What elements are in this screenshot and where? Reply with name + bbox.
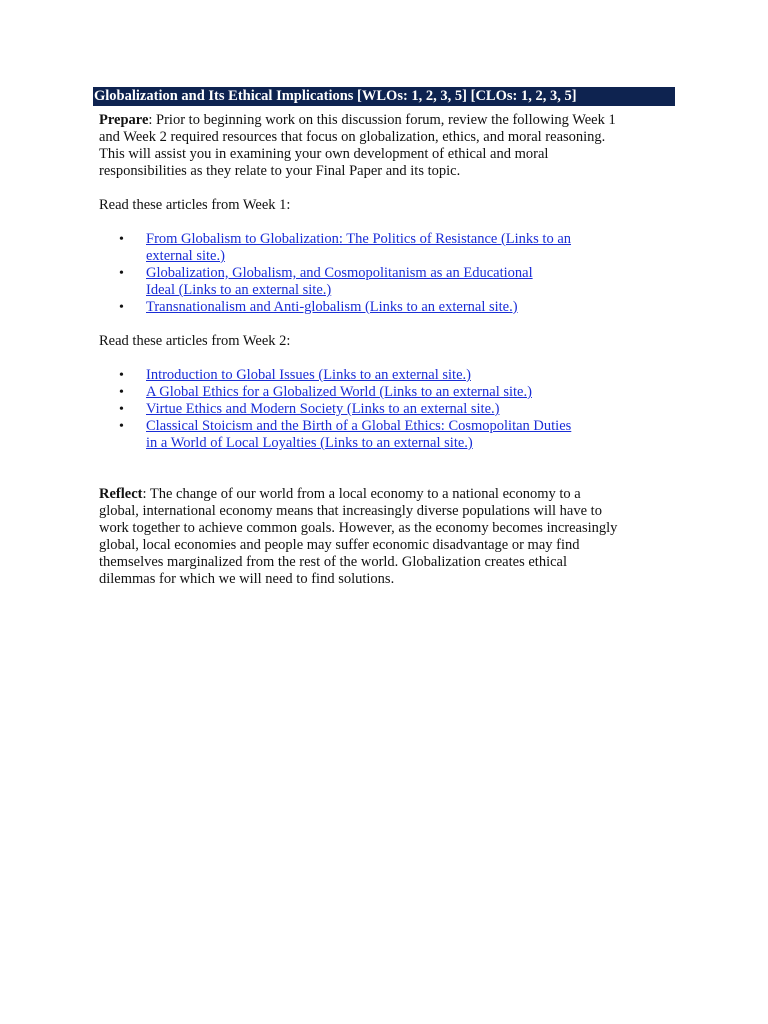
list-item	[99, 367, 656, 384]
list-item	[99, 401, 656, 418]
week2-article-link-4[interactable]: Classical Stoicism and the Birth of a Global Ethics: Cosmopolitan Duties in a World of Local Loyalties (Links to an external site.)	[146, 418, 572, 451]
week2-intro: Read these articles from Week 2:	[99, 333, 291, 349]
spacer	[99, 350, 619, 367]
bullet-icon: •	[119, 300, 124, 315]
week2-article-link-3[interactable]: Virtue Ethics and Modern Society (Links to an external site.)	[146, 401, 500, 417]
bullet-icon: •	[119, 266, 124, 281]
section-title: Globalization and Its Ethical Implications [WLOs: 1, 2, 3, 5] [CLOs: 1, 2, 3, 5]	[93, 87, 675, 106]
spacer	[99, 469, 619, 486]
reflect-paragraph	[99, 486, 619, 588]
spacer	[99, 214, 619, 231]
week1-intro: Read these articles from Week 1:	[99, 197, 291, 213]
list-item	[99, 384, 656, 401]
bullet-icon: •	[119, 419, 124, 434]
spacer	[99, 180, 619, 197]
spacer	[99, 316, 619, 333]
list-item	[99, 231, 656, 265]
week1-article-link-3[interactable]: Transnationalism and Anti-globalism (Links to an external site.)	[146, 299, 518, 315]
list-item	[99, 418, 656, 452]
week2-article-list	[99, 367, 619, 452]
week2-article-link-1[interactable]: Introduction to Global Issues (Links to an external site.)	[146, 367, 471, 383]
reflect-label: Reflect	[99, 486, 143, 502]
bullet-icon: •	[119, 385, 124, 400]
prepare-paragraph	[99, 112, 619, 180]
spacer	[99, 452, 619, 469]
prepare-text: : Prior to beginning work on this discussion forum, review the following Week 1 and Week 2 required resources that focus on globalization, ethics, and moral reasoning. This will assist you in examining your own development of ethical and moral responsibilities as they relate to your Final Paper and its topic.	[99, 112, 616, 179]
list-item	[99, 299, 656, 316]
bullet-icon: •	[119, 402, 124, 417]
week1-article-list	[99, 231, 619, 316]
bullet-icon: •	[119, 368, 124, 383]
week1-article-link-2[interactable]: Globalization, Globalism, and Cosmopolitanism as an Educational Ideal (Links to an external site.)	[146, 265, 533, 298]
week2-article-link-2[interactable]: A Global Ethics for a Globalized World (Links to an external site.)	[146, 384, 532, 400]
prepare-label: Prepare	[99, 112, 149, 128]
bullet-icon: •	[119, 232, 124, 247]
list-item	[99, 265, 656, 299]
discussion-content	[99, 112, 619, 588]
week1-article-link-1[interactable]: From Globalism to Globalization: The Politics of Resistance (Links to an external site.)	[146, 231, 572, 264]
reflect-text: : The change of our world from a local economy to a national economy to a global, international economy means that increasingly diverse populations will have to work together to achieve common goals. However, as the economy becomes increasingly global, local economies and people may suffer economic disadvantage or may find themselves marginalized from the rest of the world. Globalization creates ethical dilemmas for which we will need to find solutions.	[99, 486, 618, 587]
